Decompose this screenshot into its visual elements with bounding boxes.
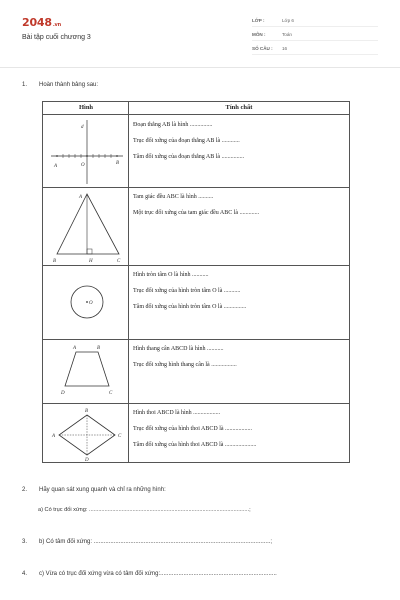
property-line: Tam giác đều ABC là hình .......... xyxy=(133,194,214,200)
label-a: A xyxy=(73,346,77,351)
table-row xyxy=(43,340,349,404)
property-line: Đoạn thẳng AB là hình ............... xyxy=(133,122,213,128)
label-c: C xyxy=(109,391,113,396)
rhombus-figure xyxy=(43,404,128,462)
label-b: B xyxy=(85,409,89,414)
label-b: B xyxy=(53,259,57,264)
label-b: B xyxy=(116,161,120,166)
table-row xyxy=(43,188,349,266)
label-o: O xyxy=(89,301,93,306)
label-d: d xyxy=(81,125,84,130)
meta-value: 16 xyxy=(282,46,288,51)
meta-class xyxy=(252,16,378,27)
property-line: Trục đối xứng của hình tròn tâm O là ........... xyxy=(133,288,241,294)
meta-value: Toán xyxy=(282,32,292,37)
label-d: D xyxy=(61,391,65,396)
label-o: O xyxy=(81,163,85,168)
property-line: Tâm đối xứng của đoạn thẳng AB là ............... xyxy=(133,154,245,160)
table-row xyxy=(43,404,349,462)
column-divider xyxy=(128,102,129,462)
answer-line[interactable]: a) Có trục đối xứng: .......................................................................................................; xyxy=(38,507,251,513)
brand-name: 2048 xyxy=(22,16,52,29)
property-line: Hình thoi ABCD là hình .................. xyxy=(133,410,221,416)
property-line: Tâm đối xứng của hình thoi ABCD là ..................... xyxy=(133,442,257,448)
property-line: Tâm đối xứng của hình tròn tâm O là ............... xyxy=(133,304,247,310)
brand-suffix: .vn xyxy=(52,22,61,28)
meta-key: SỐ CÂU : xyxy=(252,46,273,51)
segment-figure xyxy=(43,116,128,188)
meta-key: MÔN : xyxy=(252,32,266,37)
meta-subject xyxy=(252,30,378,41)
property-line: Trục đối xứng của đoạn thẳng AB là ............ xyxy=(133,138,240,144)
label-b: B xyxy=(97,346,101,351)
property-list xyxy=(133,190,347,222)
property-line: Hình tròn tâm O là hình ........... xyxy=(133,272,209,278)
column-header-property: Tính chất xyxy=(225,104,253,111)
question-text: Hoàn thành bảng sau: xyxy=(39,82,99,88)
table-row xyxy=(43,116,349,188)
column-header-shape: Hình xyxy=(78,104,94,111)
question-text: Hãy quan sát xung quanh và chỉ ra những hình: xyxy=(39,487,166,493)
property-list xyxy=(133,406,347,454)
label-a: A xyxy=(52,434,56,439)
label-a: A xyxy=(79,195,83,200)
property-line: Hình thang cân ABCD là hình ........... xyxy=(133,346,224,352)
property-line: Trục đối xứng hình thang cân là ................. xyxy=(133,362,237,368)
question-number: 4. xyxy=(22,571,28,577)
table-header xyxy=(43,102,349,115)
symmetry-table xyxy=(42,101,350,463)
label-c: C xyxy=(118,434,122,439)
document-header xyxy=(0,0,400,68)
triangle-figure xyxy=(43,188,128,266)
answer-line[interactable]: c) Vừa có trục đối xứng vừa có tâm đối xứng:...................................................................... xyxy=(39,571,277,577)
question-number: 2. xyxy=(22,487,28,493)
property-list xyxy=(133,118,347,166)
answer-line[interactable]: b) Có tâm đối xứng: ..........................................................................................................; xyxy=(39,539,273,545)
trapezoid-figure xyxy=(43,340,128,404)
label-c: C xyxy=(117,259,121,264)
meta-value: Lớp 6 xyxy=(282,18,294,23)
question-number: 1. xyxy=(22,82,28,88)
question-number: 3. xyxy=(22,539,28,545)
property-list xyxy=(133,268,347,316)
brand-logo[interactable] xyxy=(22,16,61,29)
property-line: Trục đối xứng của hình thoi ABCD là .................. xyxy=(133,426,253,432)
label-d: D xyxy=(85,458,89,462)
document-title: Bài tập cuối chương 3 xyxy=(22,34,91,41)
meta-question-count xyxy=(252,44,378,55)
table-row xyxy=(43,266,349,340)
label-h: H xyxy=(89,259,93,264)
meta-key: LỚP : xyxy=(252,18,265,23)
property-line: Một trục đối xứng của tam giác đều ABC là ............. xyxy=(133,210,260,216)
circle-figure xyxy=(43,266,128,340)
label-a: A xyxy=(54,164,58,169)
property-list xyxy=(133,342,347,374)
